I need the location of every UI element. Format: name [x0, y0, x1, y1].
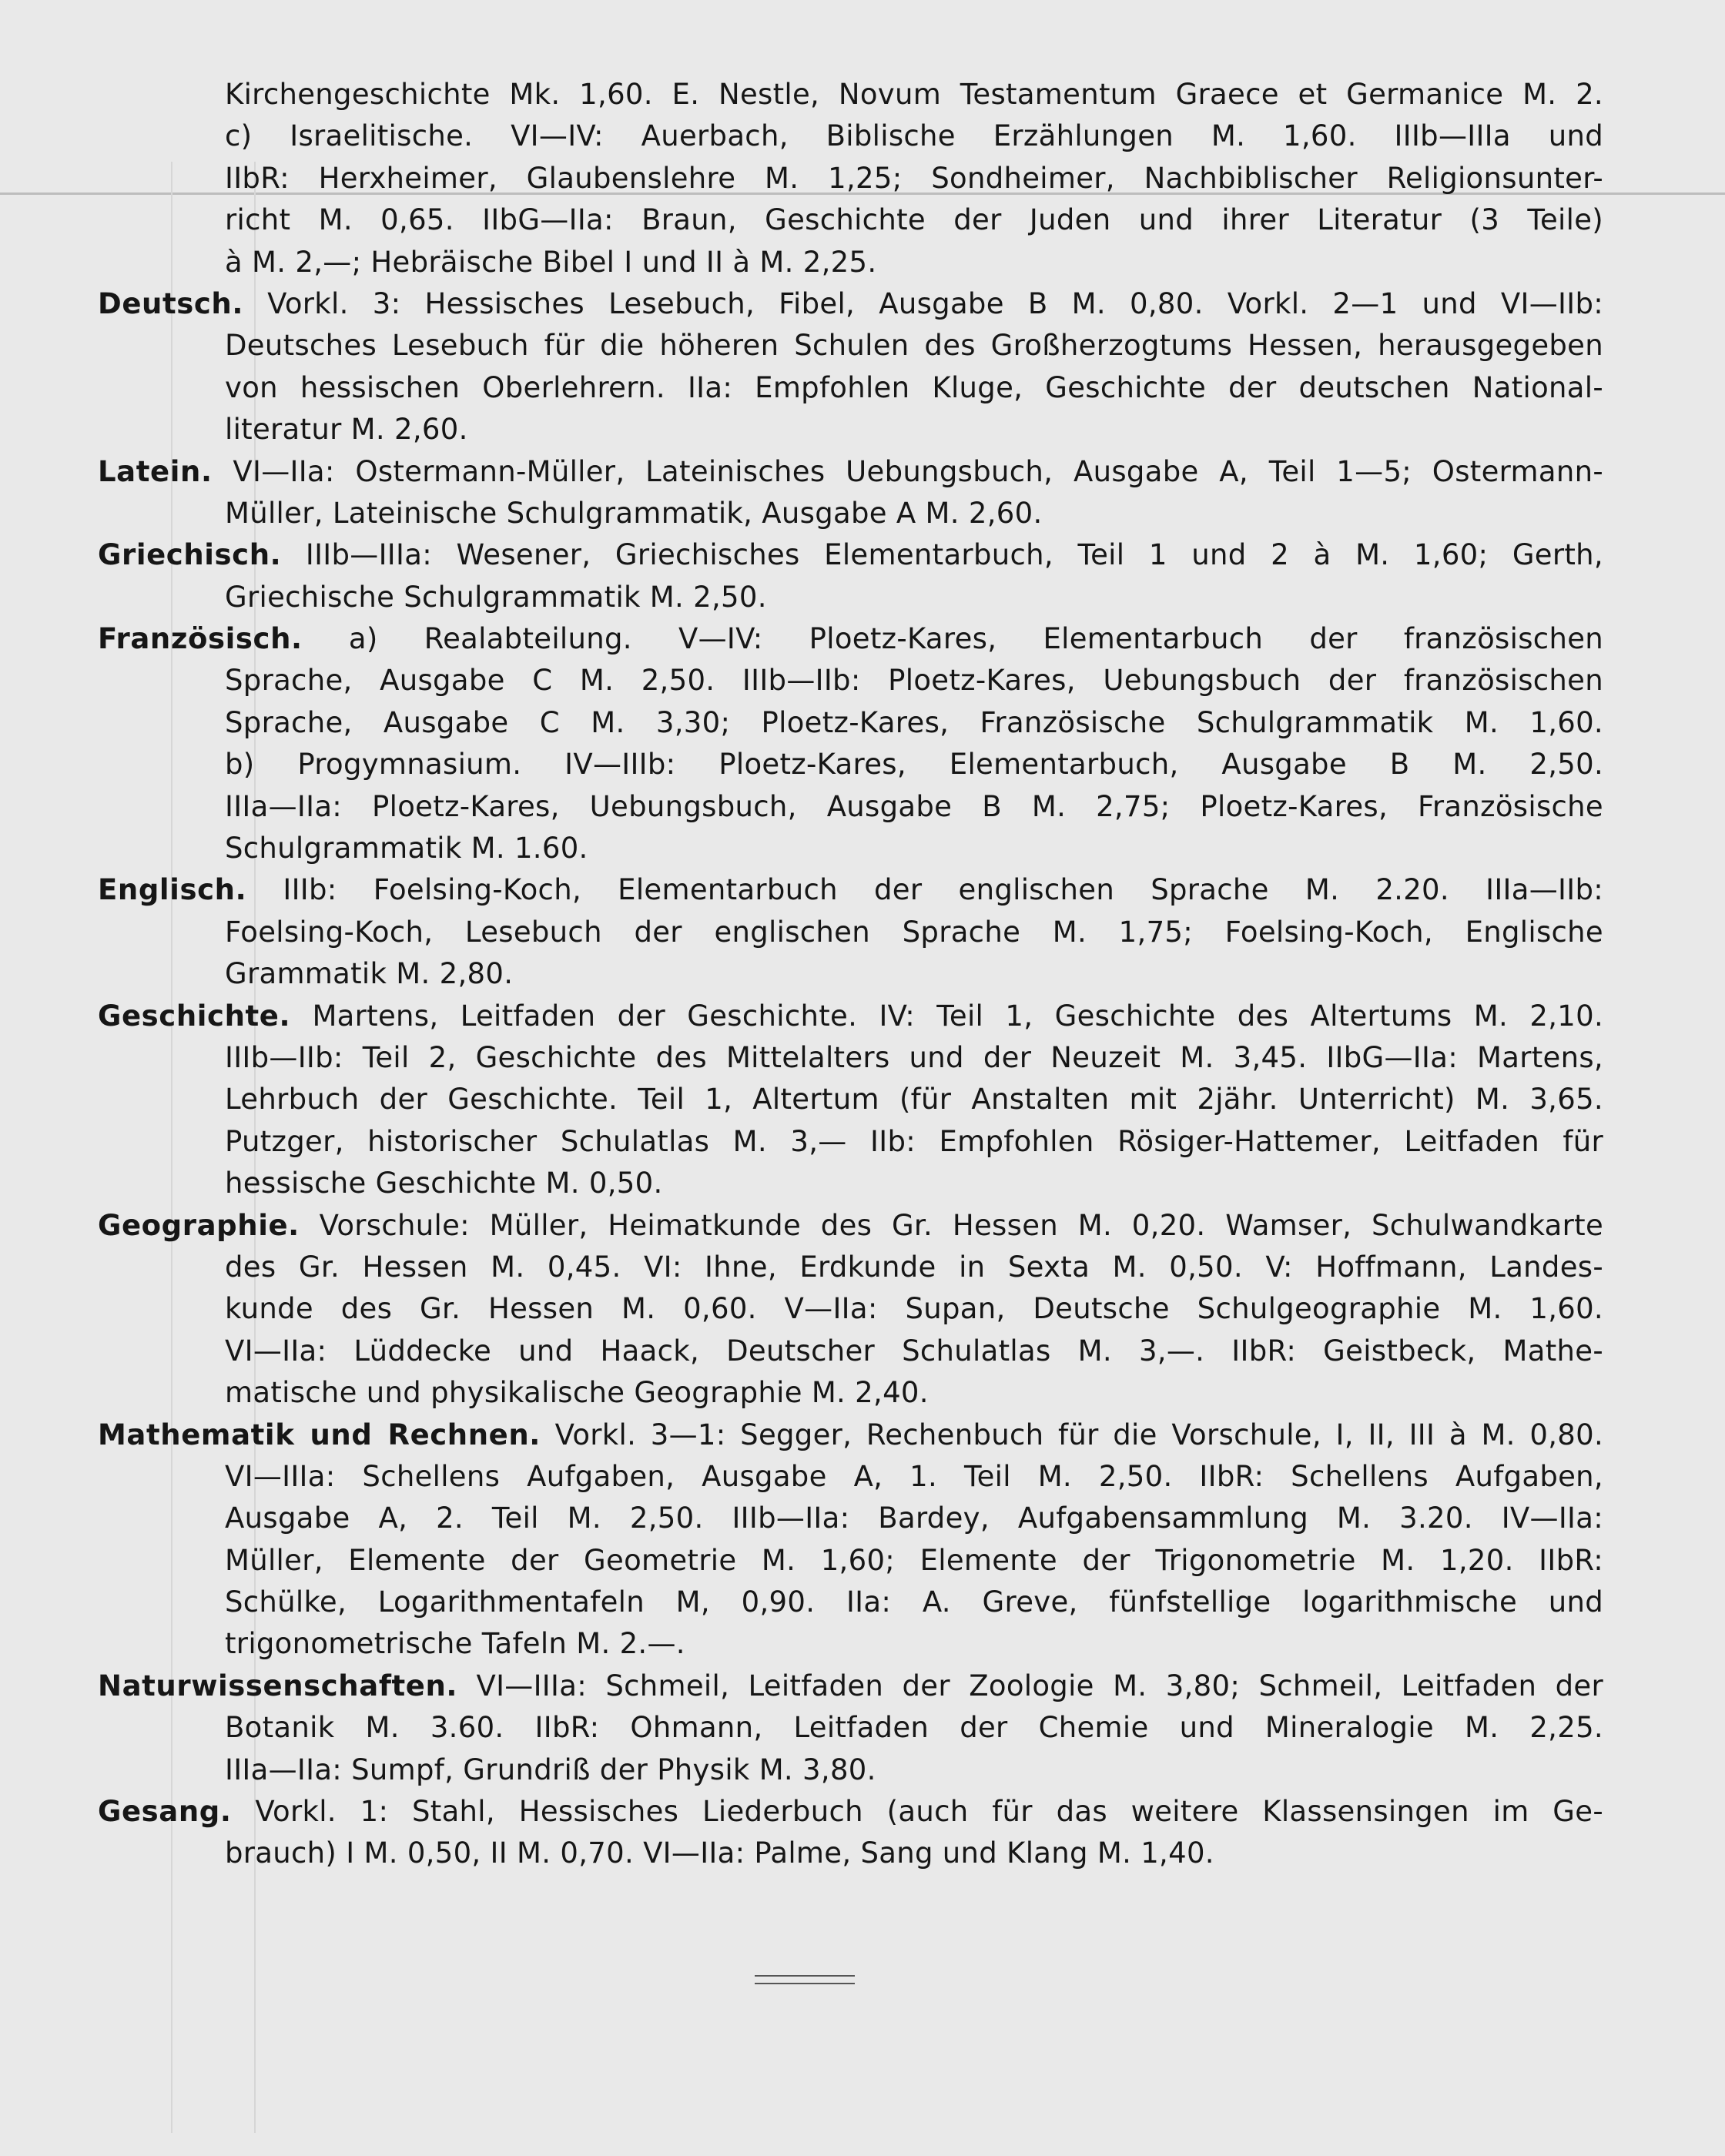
line-text: Vorkl. 3—1: Segger, Rechenbuch für die Vorschule, I, II, III à M. 0,80. — [554, 1418, 1604, 1451]
line-text: Grammatik M. 2,80. — [225, 957, 514, 991]
line-text: Ausgabe A, 2. Teil M. 2,50. IIIb—IIa: Bardey, Aufgabensammlung M. 3.20. IV—IIa: — [225, 1502, 1603, 1535]
line-text: Vorkl. 3: Hessisches Lesebuch, Fibel, Ausgabe B M. 0,80. Vorkl. 2—1 und VI—IIb: — [267, 286, 1603, 320]
line-text: Griechische Schulgrammatik M. 2,50. — [225, 580, 767, 614]
section-heading: Deutsch. — [98, 286, 243, 320]
text-line — [98, 325, 1603, 367]
text-line — [98, 702, 1603, 744]
section-heading: Gesang. — [98, 1795, 232, 1829]
document-page — [98, 74, 1603, 1875]
text-line — [98, 1037, 1603, 1079]
text-line — [98, 242, 1603, 283]
text-line — [98, 1666, 1603, 1707]
section-englisch — [98, 869, 1603, 995]
line-text: IIIb: Foelsing-Koch, Elementarbuch der englischen Sprache M. 2.20. IIIa—IIb: — [283, 873, 1603, 907]
line-text: trigonometrische Tafeln M. 2.—. — [225, 1627, 685, 1661]
text-line — [98, 1456, 1603, 1498]
text-line — [98, 1163, 1603, 1204]
section-deutsch — [98, 283, 1603, 451]
text-line — [98, 953, 1603, 995]
line-text: IIIa—IIa: Ploetz-Kares, Uebungsbuch, Ausgabe B M. 2,75; Ploetz-Kares, Französische — [225, 789, 1603, 823]
line-text: a) Realabteilung. V—IV: Ploetz-Kares, Elementarbuch der französischen — [348, 622, 1604, 656]
line-text: Foelsing-Koch, Lesebuch der englischen Sprache M. 1,75; Foelsing-Koch, Englische — [225, 915, 1603, 949]
line-text: Sprache, Ausgabe C M. 2,50. IIIb—IIb: Ploetz-Kares, Uebungsbuch der französischen — [225, 664, 1603, 698]
text-line — [98, 1749, 1603, 1791]
section-heading: Naturwissenschaften. — [98, 1669, 458, 1702]
line-text: Sprache, Ausgabe C M. 3,30; Ploetz-Kares, Französische Schulgrammatik M. 1,60. — [225, 705, 1603, 739]
section-geschichte — [98, 996, 1603, 1205]
section-religion-continued — [98, 74, 1603, 283]
text-line — [98, 74, 1603, 116]
text-line — [98, 618, 1603, 660]
line-text: VI—IIa: Lüddecke und Haack, Deutscher Schulatlas M. 3,—. IIbR: Geistbeck, Mathe- — [225, 1334, 1603, 1368]
section-separator — [755, 1975, 855, 1984]
line-text: hessische Geschichte M. 0,50. — [225, 1167, 663, 1200]
section-mathematik — [98, 1414, 1603, 1666]
text-line — [98, 744, 1603, 785]
text-line — [98, 1833, 1603, 1874]
line-text: Müller, Lateinische Schulgrammatik, Ausgabe A M. 2,60. — [225, 496, 1043, 530]
line-text: Deutsches Lesebuch für die höheren Schulen des Großherzogtums Hessen, herausgegeben — [225, 329, 1603, 363]
line-text: richt M. 0,65. IIbG—IIa: Braun, Geschichte der Juden und ihrer Literatur (3 Teile) — [225, 203, 1603, 237]
text-line — [98, 996, 1603, 1037]
line-text: Vorschule: Müller, Heimatkunde des Gr. Hessen M. 0,20. Wamser, Schulwandkarte — [319, 1208, 1604, 1242]
text-line — [98, 116, 1603, 157]
text-line — [98, 1121, 1603, 1163]
line-text: VI—IIIa: Schmeil, Leitfaden der Zoologie M. 3,80; Schmeil, Leitfaden der — [476, 1669, 1603, 1702]
line-text: VI—IIIa: Schellens Aufgaben, Ausgabe A, 1. Teil M. 2,50. IIbR: Schellens Aufgaben, — [225, 1459, 1603, 1493]
section-naturwissenschaften — [98, 1666, 1603, 1791]
line-text: Schulgrammatik M. 1.60. — [225, 832, 588, 865]
text-line — [98, 534, 1603, 576]
section-heading: Griechisch. — [98, 538, 282, 572]
line-text: IIIb—IIIa: Wesener, Griechisches Elementarbuch, Teil 1 und 2 à M. 1,60; Gerth, — [305, 538, 1603, 572]
section-heading: Französisch. — [98, 622, 303, 656]
line-text: Kirchengeschichte Mk. 1,60. E. Nestle, Novum Testamentum Graece et Germanice M. 2. — [225, 78, 1603, 111]
text-line — [98, 158, 1603, 199]
line-text: Vorkl. 1: Stahl, Hessisches Liederbuch (auch für das weitere Klassensingen im Ge- — [255, 1795, 1603, 1829]
section-heading: Mathematik und Rechnen. — [98, 1418, 541, 1451]
text-line — [98, 1372, 1603, 1414]
section-heading: Latein. — [98, 454, 213, 488]
text-line — [98, 1205, 1603, 1247]
text-line — [98, 828, 1603, 869]
section-griechisch — [98, 534, 1603, 618]
line-text: von hessischen Oberlehrern. IIa: Empfohlen Kluge, Geschichte der deutschen National- — [225, 370, 1603, 404]
line-text: des Gr. Hessen M. 0,45. VI: Ihne, Erdkunde in Sexta M. 0,50. V: Hoffmann, Landes- — [225, 1250, 1603, 1284]
line-text: b) Progymnasium. IV—IIIb: Ploetz-Kares, Elementarbuch, Ausgabe B M. 2,50. — [225, 748, 1603, 782]
line-text: Müller, Elemente der Geometrie M. 1,60; Elemente der Trigonometrie M. 1,20. IIbR: — [225, 1543, 1603, 1577]
line-text: brauch) I M. 0,50, II M. 0,70. VI—IIa: Palme, Sang und Klang M. 1,40. — [225, 1836, 1214, 1870]
line-text: IIbR: Herxheimer, Glaubenslehre M. 1,25; Sondheimer, Nachbiblischer Religionsunter- — [225, 161, 1603, 195]
line-text: kunde des Gr. Hessen M. 0,60. V—IIa: Supan, Deutsche Schulgeographie M. 1,60. — [225, 1292, 1603, 1326]
text-line — [98, 367, 1603, 409]
line-text: Botanik M. 3.60. IIbR: Ohmann, Leitfaden der Chemie und Mineralogie M. 2,25. — [225, 1711, 1603, 1745]
text-line — [98, 786, 1603, 828]
line-text: IIIa—IIa: Sumpf, Grundriß der Physik M. 3,80. — [225, 1753, 876, 1786]
line-text: IIIb—IIb: Teil 2, Geschichte des Mittelalters und der Neuzeit M. 3,45. IIbG—IIa: Martens, — [225, 1040, 1603, 1074]
section-franzoesisch — [98, 618, 1603, 869]
text-line — [98, 1498, 1603, 1539]
text-line — [98, 1079, 1603, 1120]
text-line — [98, 660, 1603, 701]
line-text: matische und physikalische Geographie M. 2,40. — [225, 1376, 929, 1410]
line-text: Martens, Leitfaden der Geschichte. IV: Teil 1, Geschichte des Altertums M. 2,10. — [312, 999, 1604, 1033]
text-line — [98, 1331, 1603, 1372]
text-line — [98, 1582, 1603, 1623]
text-line — [98, 1540, 1603, 1582]
section-heading: Geographie. — [98, 1208, 300, 1242]
text-line — [98, 912, 1603, 953]
line-text: VI—IIa: Ostermann-Müller, Lateinisches Uebungsbuch, Ausgabe A, Teil 1—5; Ostermann- — [233, 454, 1604, 488]
text-line — [98, 493, 1603, 534]
line-text: Schülke, Logarithmentafeln M, 0,90. IIa: A. Greve, fünfstellige logarithmische und — [225, 1585, 1603, 1619]
line-text: à M. 2,—; Hebräische Bibel I und II à M. 2,25. — [225, 245, 877, 279]
line-text: c) Israelitische. VI—IV: Auerbach, Biblische Erzählungen M. 1,60. IIIb—IIIa und — [225, 119, 1603, 153]
text-line — [98, 577, 1603, 618]
section-latein — [98, 451, 1603, 535]
text-line — [98, 409, 1603, 450]
text-line — [98, 1791, 1603, 1833]
section-gesang — [98, 1791, 1603, 1875]
section-geographie — [98, 1205, 1603, 1414]
text-line — [98, 1288, 1603, 1330]
text-line — [98, 869, 1603, 911]
line-text: Putzger, historischer Schulatlas M. 3,— IIb: Empfohlen Rösiger-Hattemer, Leitfaden für — [225, 1124, 1603, 1158]
text-line — [98, 199, 1603, 241]
line-text: literatur M. 2,60. — [225, 413, 468, 447]
line-text: Lehrbuch der Geschichte. Teil 1, Altertum (für Anstalten mit 2jähr. Unterricht) M. 3,65. — [225, 1083, 1603, 1116]
text-line — [98, 451, 1603, 493]
text-line — [98, 1247, 1603, 1288]
text-line — [98, 1623, 1603, 1665]
section-heading: Englisch. — [98, 873, 247, 907]
text-line — [98, 1707, 1603, 1749]
text-line — [98, 1414, 1603, 1456]
section-heading: Geschichte. — [98, 999, 291, 1033]
text-line — [98, 283, 1603, 325]
